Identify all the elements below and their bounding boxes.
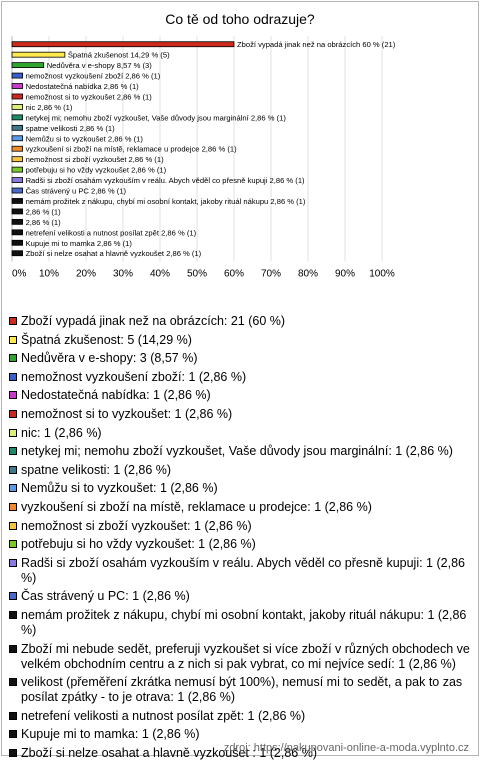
legend-swatch: [9, 373, 17, 381]
bar: [12, 198, 23, 203]
legend-label: Zboží mi nebude sedět, preferuji vyzkoušet si více zboží v různých obchodech ve velkém obchodním centru a z nich si pak vybrat, co mi nejvíce sedí: 1 (2,86 %): [21, 641, 470, 671]
chart-frame: [1, 1, 479, 760]
legend-swatch: [9, 317, 17, 325]
legend-label: nic: 1 (2,86 %): [21, 425, 102, 440]
legend-swatch: [9, 484, 17, 492]
legend-swatch: [9, 503, 17, 511]
legend-swatch: [9, 429, 17, 437]
legend-item: [8, 642, 470, 672]
legend-swatch: [9, 678, 17, 686]
legend-swatch: [9, 540, 17, 548]
x-tick-label: 70%: [260, 268, 282, 280]
legend-label: vyzkoušení si zboží na místě, reklamace u prodejce: 1 (2,86 %): [21, 499, 372, 514]
bar-label: Zboží vypadá jinak než na obrázcích 60 % (21): [237, 40, 396, 50]
legend-swatch: [9, 592, 17, 600]
legend-item: [8, 388, 470, 403]
legend-item: [8, 727, 470, 742]
x-tick-label: 10%: [38, 268, 60, 280]
legend-label: Kupuje mi to mamka: 1 (2,86 %): [21, 727, 200, 742]
legend-swatch: [9, 559, 17, 567]
bar: [12, 188, 23, 193]
legend-label: Zboží si nelze osahat a hlavně vyzkoušet : 1 (2,86 %): [21, 745, 317, 760]
bar: [12, 167, 23, 172]
bar-label: 2,86 % (1): [25, 217, 61, 227]
bar: [12, 125, 23, 130]
x-tick-label: 80%: [297, 268, 319, 280]
bar: [12, 146, 23, 151]
legend-item: [8, 351, 470, 366]
legend-swatch: [9, 645, 17, 653]
bar: [12, 157, 23, 162]
bar: [12, 104, 23, 109]
x-tick-label: 20%: [75, 268, 97, 280]
legend-swatch: [9, 712, 17, 720]
bar-label: Čas strávený u PC 2,86 % (1): [25, 186, 127, 196]
legend-item: [8, 589, 470, 604]
bar: [12, 84, 23, 89]
bar: [12, 63, 44, 68]
legend-label: Radši si zboží osahám vyzkouším v reálu. Abych věděl co přesně kupuji: 1 (2,86 %): [21, 555, 465, 585]
legend-label: Špatná zkušenost: 5 (14,29 %): [21, 332, 192, 347]
bar-label: Nemůžu si to vyzkoušet 2,86 % (1): [25, 134, 143, 144]
bar-label: 2,86 % (1): [25, 207, 61, 217]
legend-label: netykej mi; nemohu zboží vyzkoušet, Vaše důvody jsou marginální: 1 (2,86 %): [21, 444, 453, 459]
legend-swatch: [9, 354, 17, 362]
legend-label: potřebuju si ho vždy vyzkoušet: 1 (2,86 %): [21, 537, 256, 552]
bar-label: Kupuje mi to mamka 2,86 % (1): [25, 238, 132, 248]
bar-label: nemožnost si zboží vyzkoušet 2,86 % (1): [25, 155, 164, 165]
bar: [12, 240, 23, 245]
chart-title: Co tě od toho odrazuje?: [165, 11, 315, 27]
x-tick-label: 50%: [186, 268, 208, 280]
bar: [12, 209, 23, 214]
legend-item: [8, 675, 470, 705]
legend-item: [8, 407, 470, 422]
legend-label: Nedůvěra v e-shopy: 3 (8,57 %): [21, 351, 198, 366]
bar: [12, 230, 23, 235]
legend-item: [8, 608, 470, 638]
bar-label: Špatná zkušenost 14,29 % (5): [67, 50, 170, 60]
legend-label: netrefení velikosti a nutnost posílat zpět: 1 (2,86 %): [21, 708, 306, 723]
legend-item: [8, 463, 470, 478]
legend-item: [8, 537, 470, 552]
legend-label: Nemůžu si to vyzkoušet: 1 (2,86 %): [21, 481, 218, 496]
legend-swatch: [9, 391, 17, 399]
legend-item: [8, 556, 470, 586]
bar-label: vyzkoušení si zboží na místě, reklamace u prodejce 2,86 % (1): [25, 144, 237, 154]
legend-swatch: [9, 466, 17, 474]
legend-label: spatne velikosti: 1 (2,86 %): [21, 462, 172, 477]
bar: [12, 52, 65, 57]
chart-svg: [2, 2, 478, 312]
bar-label: Nedůvěra v e-shopy 8,57 % (3): [46, 61, 152, 71]
legend-label: nemám prožitek z nákupu, chybí mi osobní kontakt, jakoby rituál nákupu: 1 (2,86 %): [21, 607, 467, 637]
bar: [12, 219, 23, 224]
legend-label: Zboží vypadá jinak než na obrázcích: 21 (60 %): [21, 314, 286, 328]
legend-swatch: [9, 410, 17, 418]
x-tick-label: 0%: [12, 268, 27, 280]
bar: [12, 73, 23, 78]
legend-swatch: [9, 336, 17, 344]
legend-item: [8, 333, 470, 348]
legend-item: [8, 370, 470, 385]
legend-item: [8, 481, 470, 496]
bar-label: Zboží si nelze osahat a hlavně vyzkoušet 2,86 % (1): [25, 249, 202, 259]
legend-item: [8, 314, 470, 329]
legend-item: [8, 426, 470, 441]
bar: [12, 178, 23, 183]
legend-label: nemožnost si to vyzkoušet: 1 (2,86 %): [21, 406, 233, 421]
bar-label: netykej mi; nemohu zboží vyzkoušet, Vaše důvody jsou marginální 2,86 % (1): [25, 113, 286, 123]
x-tick-label: 40%: [149, 268, 171, 280]
bar: [12, 136, 23, 141]
bar-label: potřebuju si ho vždy vyzkoušet 2,86 % (1): [25, 165, 167, 175]
legend-item: [8, 444, 470, 459]
legend-label: velikost (přeměření zkrátka nemusí být 100%), nemusí mi to sedět, a pak to zas posílat zpátky - to je otrava: 1 (2,86 %): [21, 675, 463, 705]
bar-label: nemožnost si to vyzkoušet 2,86 % (1): [25, 92, 152, 102]
bar-label: nemožnost vyzkoušení zboží 2,86 % (1): [25, 71, 161, 81]
legend-label: nemožnost vyzkoušení zboží: 1 (2,86 %): [21, 369, 247, 384]
legend-item: [8, 500, 470, 515]
bar: [12, 94, 23, 99]
legend-label: nemožnost si zboží vyzkoušet: 1 (2,86 %): [21, 518, 252, 533]
chart-legend: [8, 314, 470, 764]
legend-swatch: [9, 447, 17, 455]
legend-swatch: [9, 611, 17, 619]
x-tick-label: 90%: [334, 268, 356, 280]
source-note: zdroj: https://nakupovani-online-a-moda.vyplnto.cz: [223, 742, 469, 754]
legend-swatch: [9, 749, 17, 757]
legend-item: [8, 709, 470, 724]
legend-swatch: [9, 730, 17, 738]
bar: [12, 115, 23, 120]
bar: [12, 42, 234, 47]
bar-label: nemám prožitek z nákupu, chybí mi osobní kontakt, jakoby rituál nákupu 2,86 % (1): [25, 196, 306, 206]
x-tick-label: 30%: [112, 268, 134, 280]
bar-label: netrefení velikosti a nutnost posílat zpět 2,86 % (1): [25, 228, 197, 238]
bar-label: nic 2,86 % (1): [25, 102, 73, 112]
chart-plot: [2, 2, 478, 312]
legend-item: [8, 519, 470, 534]
bar-label: Radši si zboží osahám vyzkouším v reálu. Abych věděl co přesně kupuji 2,86 % (1): [25, 176, 305, 186]
x-tick-label: 100%: [369, 268, 395, 280]
bar: [12, 251, 23, 256]
legend-swatch: [9, 522, 17, 530]
legend-label: Nedostatečná nabídka: 1 (2,86 %): [21, 388, 211, 403]
bar-label: Nedostatečná nabídka 2,86 % (1): [25, 82, 139, 92]
bar-label: spatne velikosti 2,86 % (1): [25, 123, 115, 133]
legend-label: Čas strávený u PC: 1 (2,86 %): [21, 589, 190, 604]
x-tick-label: 60%: [223, 268, 245, 280]
